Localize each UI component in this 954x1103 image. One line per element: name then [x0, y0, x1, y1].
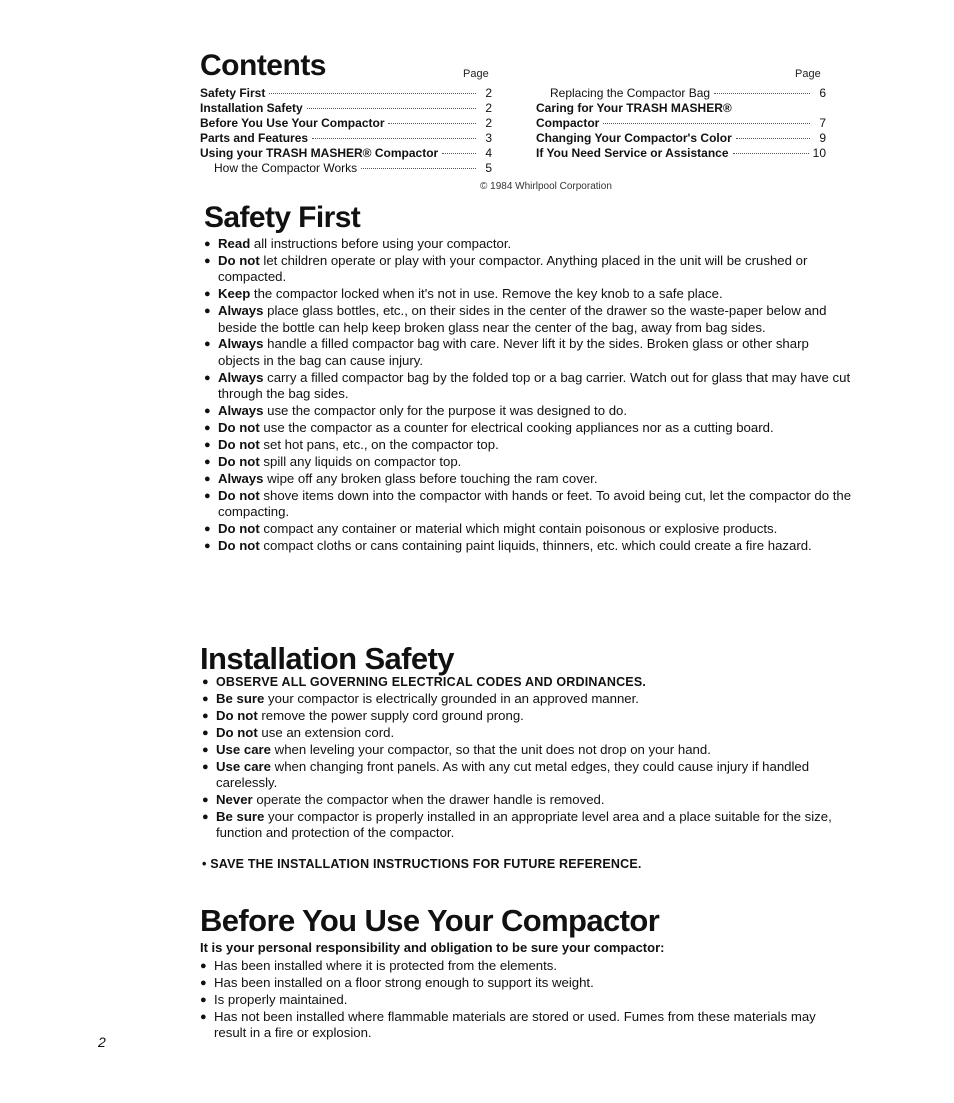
toc-entry-page: 2 [485, 116, 492, 130]
toc-entry [200, 131, 492, 146]
item-keyword: Always [218, 470, 264, 486]
toc-entry-title: Compactor [536, 116, 600, 130]
copyright-notice: © 1984 Whirlpool Corporation [480, 181, 612, 192]
toc-entry [200, 146, 492, 161]
safety-first-list [204, 236, 854, 555]
item-keyword: Do not [218, 419, 260, 435]
item-text: when leveling your compactor, so that the unit does not drop on your hand. [271, 741, 711, 757]
item-text: wipe off any broken glass before touching the ram cover. [263, 470, 598, 486]
item-keyword: Read [218, 236, 251, 251]
list-item [204, 370, 854, 403]
item-text: use the compactor as a counter for electrical cooking appliances nor as a cutting board. [259, 419, 774, 435]
toc-leader-dots [736, 138, 810, 139]
list-item [204, 437, 854, 453]
item-text: let children operate or play with your compactor. Anything placed in the unit will be crushed or compacted. [218, 252, 808, 285]
bullet-icon: ● [204, 371, 211, 384]
item-text: when changing front panels. As with any cut metal edges, they could cause injury if handled carelessly. [216, 758, 810, 790]
toc-entry-title: Replacing the Compactor Bag [550, 86, 711, 100]
toc-entry-title: Installation Safety [200, 101, 303, 115]
toc-entry [200, 101, 492, 116]
bullet-icon: ● [202, 810, 209, 823]
toc-entry-page: 4 [485, 146, 492, 160]
list-item [204, 471, 854, 487]
bullet-icon: ● [204, 421, 211, 434]
item-keyword: Do not [216, 724, 258, 740]
item-keyword: Always [218, 369, 264, 385]
item-text: compact any container or material which might contain poisonous or explosive products. [259, 520, 778, 536]
bullet-icon: ● [204, 455, 211, 468]
list-item [200, 992, 850, 1008]
page-number: 2 [98, 1034, 106, 1050]
bullet-icon: ● [204, 489, 211, 502]
toc-entry-page: 7 [819, 116, 826, 130]
toc-entry-page: 10 [812, 146, 826, 160]
toc-entry-title: If You Need Service or Assistance [536, 146, 729, 160]
toc-entry [536, 116, 826, 131]
toc-entry [536, 146, 826, 161]
list-item [202, 691, 852, 707]
toc-leader-dots [307, 108, 476, 109]
item-text: remove the power supply cord ground prong. [257, 707, 524, 723]
item-text: set hot pans, etc., on the compactor top. [259, 436, 499, 452]
item-text: spill any liquids on compactor top. [259, 453, 462, 469]
toc-entry-page: 9 [819, 131, 826, 145]
bullet-icon: ● [204, 522, 211, 535]
item-keyword: Do not [218, 537, 260, 553]
page-column-label-left: Page [463, 68, 489, 80]
toc-entry-title: Parts and Features [200, 131, 309, 145]
bullet-icon: ● [200, 993, 207, 1006]
toc-leader-dots [714, 93, 810, 94]
toc-left-column [200, 86, 492, 176]
toc-entry [536, 101, 826, 116]
bullet-icon: ● [204, 539, 211, 552]
list-item [202, 792, 852, 808]
item-text: the compactor locked when it's not in use. Remove the key knob to a safe place. [250, 286, 723, 302]
item-keyword: Do not [218, 436, 260, 452]
list-item [204, 488, 854, 521]
item-keyword: Use care [216, 741, 271, 757]
list-item [202, 742, 852, 758]
item-keyword: Do not [218, 252, 260, 268]
bullet-icon: ● [204, 288, 211, 301]
bullet-icon: ● [204, 305, 211, 318]
list-item [200, 975, 850, 991]
list-item [202, 725, 852, 741]
item-keyword: OBSERVE ALL GOVERNING ELECTRICAL CODES AND ORDINANCES. [216, 675, 647, 689]
list-item [202, 759, 852, 792]
toc-leader-dots [361, 168, 476, 169]
item-text: Has been installed where it is protected from the elements. [214, 958, 558, 973]
toc-entry-title: Before You Use Your Compactor [200, 116, 385, 130]
toc-leader-dots [269, 93, 476, 94]
bullet-icon: ● [204, 238, 211, 250]
installation-safety-heading: Installation Safety [200, 641, 454, 676]
item-keyword: Always [218, 303, 264, 319]
toc-entry-page: 3 [485, 131, 492, 145]
before-you-use-intro: It is your personal responsibility and obligation to be sure your compactor: [200, 940, 665, 955]
list-item [202, 809, 852, 842]
toc-leader-dots [388, 123, 476, 124]
list-item [202, 674, 852, 690]
bullet-icon: ● [200, 976, 207, 989]
toc-entry-page: 2 [485, 101, 492, 115]
list-item [204, 336, 854, 369]
toc-entry-title: Changing Your Compactor's Color [536, 131, 732, 145]
list-item [204, 303, 854, 336]
bullet-icon: ● [204, 438, 211, 451]
bullet-icon: ● [202, 726, 209, 739]
toc-entry-title: How the Compactor Works [214, 161, 358, 175]
safety-first-heading: Safety First [204, 201, 361, 234]
item-text: use the compactor only for the purpose it was designed to do. [263, 403, 628, 419]
bullet-icon: ● [204, 405, 211, 418]
toc-entry [536, 131, 826, 146]
bullet-icon: ● [202, 760, 209, 773]
item-text: your compactor is properly installed in an appropriate level area and a place suitable for the size, function and protection of the compactor. [216, 808, 832, 841]
toc-entry [536, 86, 826, 101]
toc-leader-dots [733, 153, 809, 154]
before-you-use-list [200, 958, 850, 1042]
item-keyword: Do not [218, 520, 260, 536]
toc-entry [200, 86, 492, 101]
item-text: Has not been installed where flammable materials are stored or used. Fumes from these materials may result in a fire or explosion. [214, 1008, 816, 1041]
list-item [204, 403, 854, 419]
item-text: use an extension cord. [257, 724, 395, 740]
item-text: your compactor is electrically grounded in an approved manner. [264, 690, 639, 706]
bullet-icon: ● [202, 692, 209, 705]
toc-leader-dots [442, 153, 476, 154]
bullet-icon: ● [200, 960, 207, 972]
bullet-icon: ● [204, 254, 211, 267]
save-instructions-note: • SAVE THE INSTALLATION INSTRUCTIONS FOR FUTURE REFERENCE. [202, 857, 642, 871]
toc-entry [200, 116, 492, 131]
list-item [200, 958, 850, 974]
bullet-icon: ● [202, 709, 209, 722]
item-text: Has been installed on a floor strong enough to support its weight. [214, 974, 594, 990]
toc-leader-dots [312, 138, 476, 139]
contents-title: Contents [200, 49, 326, 82]
page-column-label-right: Page [795, 68, 821, 80]
item-keyword: Do not [218, 487, 260, 503]
list-item [200, 1009, 850, 1042]
bullet-icon: ● [204, 338, 211, 351]
item-text: all instructions before using your compactor. [250, 236, 512, 251]
item-text: carry a filled compactor bag by the folded top or a bag carrier. Watch out for glass that may have cut through the bag sides. [218, 369, 851, 402]
list-item [204, 420, 854, 436]
bullet-icon: ● [204, 472, 211, 485]
toc-entry-title: Caring for Your TRASH MASHER® [536, 101, 732, 115]
item-keyword: Keep [218, 286, 251, 302]
item-text: handle a filled compactor bag with care. Never lift it by the sides. Broken glass or other sharp objects in the bag can cause injury. [218, 336, 809, 368]
item-keyword: Never [216, 791, 253, 807]
list-item [204, 236, 854, 252]
list-item [204, 538, 854, 554]
item-text: compact cloths or cans containing paint liquids, thinners, etc. which could create a fire hazard. [259, 537, 812, 553]
before-you-use-heading: Before You Use Your Compactor [200, 903, 660, 938]
item-keyword: Do not [218, 453, 260, 469]
toc-entry-page: 5 [485, 161, 492, 175]
item-keyword: Be sure [216, 690, 265, 706]
item-keyword: Do not [216, 707, 258, 723]
item-keyword: Always [218, 403, 264, 419]
list-item [202, 708, 852, 724]
toc-entry [200, 161, 492, 176]
item-text: shove items down into the compactor with hands or feet. To avoid being cut, let the compactor do the compacting. [218, 487, 852, 519]
list-item [204, 253, 854, 286]
item-keyword: Use care [216, 758, 271, 774]
toc-leader-dots [603, 123, 810, 124]
toc-right-column [536, 86, 826, 161]
item-text: place glass bottles, etc., on their sides in the center of the drawer so the waste-paper below and beside the bottle can help keep broken glass near the center of the bag, away from bag sides. [218, 303, 827, 335]
list-item [204, 454, 854, 470]
installation-safety-list [202, 674, 852, 842]
item-keyword: Be sure [216, 808, 265, 824]
bullet-icon: ● [202, 743, 209, 756]
item-keyword: Always [218, 336, 264, 352]
bullet-icon: ● [202, 676, 209, 688]
toc-entry-title: Safety First [200, 86, 266, 100]
item-text: operate the compactor when the drawer handle is removed. [252, 791, 605, 807]
bullet-icon: ● [202, 793, 209, 806]
toc-entry-page: 6 [819, 86, 826, 100]
toc-entry-title: Using your TRASH MASHER® Compactor [200, 146, 439, 160]
bullet-icon: ● [200, 1010, 207, 1023]
list-item [204, 521, 854, 537]
item-text: Is properly maintained. [214, 991, 348, 1007]
list-item [204, 286, 854, 302]
toc-entry-page: 2 [485, 86, 492, 100]
